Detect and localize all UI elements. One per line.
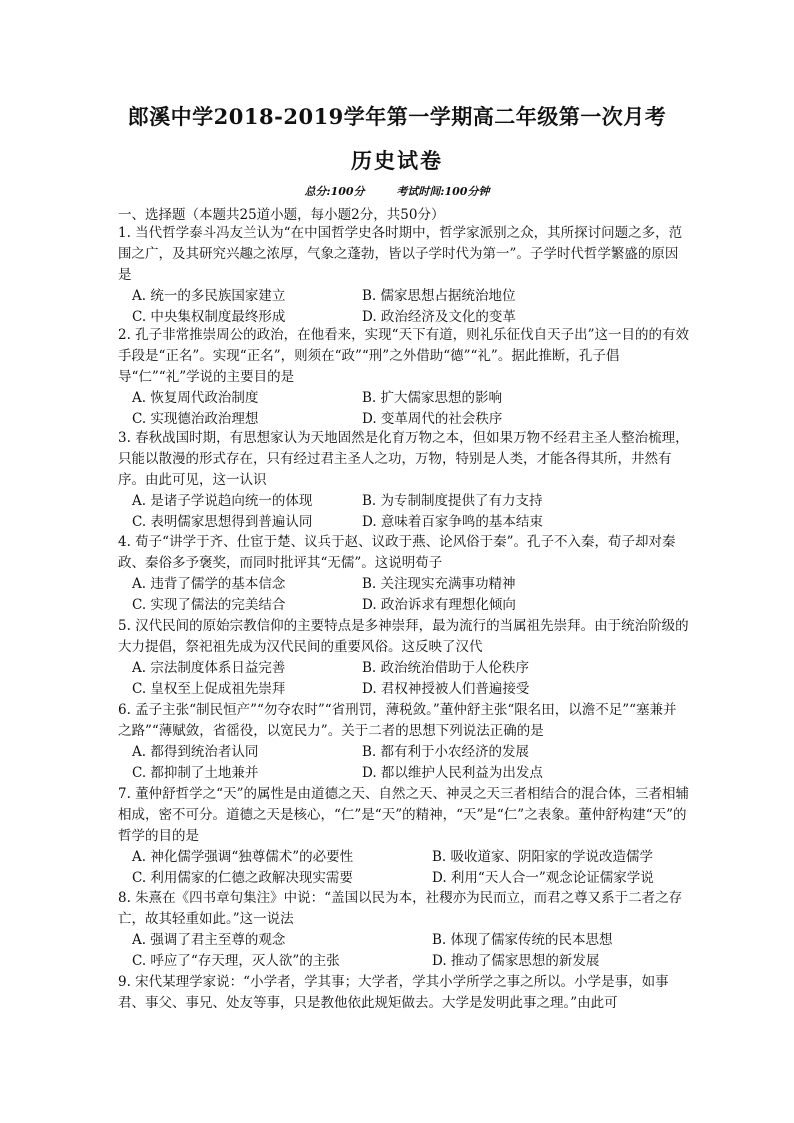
- question-stem: 4. 荀子“讲学于齐、仕宦于楚、议兵于赵、议政于燕、论风俗于秦”。孔子不入秦，荀子却对秦政、秦俗多予褒奖，而同时批评其“无儒”。这说明荀子: [118, 534, 676, 571]
- option-c: C. 呼应了“存天理，灭人欲”的主张: [132, 953, 340, 969]
- option-a: A. 统一的多民族国家建立: [132, 288, 286, 304]
- exam-time: 考试时间:100分钟: [396, 185, 490, 198]
- question-stem: 5. 汉代民间的原始宗教信仰的主要特点是多神崇拜，最为流行的当属祖先崇拜。由于统治阶级的大力提倡，祭祀祖先成为汉代民间的重要风俗。这反映了汉代: [118, 618, 689, 655]
- option-c: C. 都抑制了土地兼并: [132, 765, 259, 781]
- option-a: A. 神化儒学强调“独尊儒术”的必要性: [132, 849, 354, 865]
- option-d: D. 意味着百家争鸣的基本结束: [362, 514, 543, 530]
- option-b: B. 儒家思想占据统治地位: [362, 288, 516, 304]
- total-score: 总分:100分: [304, 185, 365, 198]
- option-a: A. 宗法制度体系日益完善: [132, 660, 286, 676]
- option-b: B. 政治统治借助于人伦秩序: [362, 660, 530, 676]
- question-3: [118, 428, 690, 533]
- question-6: [118, 700, 690, 784]
- section-heading: 一、选择题（本题共25道小题，每小题2分，共50分）: [118, 207, 445, 223]
- question-2: [118, 325, 690, 430]
- option-a: A. 强调了君主至尊的观念: [132, 932, 286, 948]
- option-a: A. 恢复周代政治制度: [132, 390, 259, 406]
- option-a: A. 违背了儒学的基本信念: [132, 576, 286, 592]
- question-5: [118, 616, 690, 700]
- option-d: D. 君权神授被人们普遍接受: [362, 681, 530, 697]
- question-9: [118, 972, 690, 1014]
- exam-title: 郎溪中学2018-2019学年第一学期高二年级第一次月考: [127, 104, 667, 129]
- option-c: C. 皇权至上促成祖先崇拜: [132, 681, 286, 697]
- option-c: C. 表明儒家思想得到普遍认同: [132, 514, 313, 530]
- question-stem: 7. 董仲舒哲学之“天”的属性是由道德之天、自然之天、神灵之天三者相结合的混合体，三者相辅相成，密不可分。道德之天是核心，“仁”是“天”的精神，“天”是“仁”之表象。董仲舒构建“天”的哲学的目的是: [118, 786, 689, 844]
- option-d: D. 都以维护人民利益为出发点: [362, 765, 543, 781]
- option-b: B. 关注现实充满事功精神: [362, 576, 516, 592]
- option-list: [118, 574, 690, 616]
- option-d: D. 变革周代的社会秩序: [362, 411, 503, 427]
- question-4: [118, 532, 690, 616]
- exam-meta: [0, 183, 794, 199]
- option-list: [118, 491, 690, 533]
- question-stem: 9. 宋代某理学家说：“小学者，学其事；大学者，学其小学所学之事之所以。小学是事，如事君、事父、事兄、处友等事，只是教他依此规矩做去。大学是发明此事之理。”由此可: [118, 974, 669, 1011]
- option-d: D. 政治诉求有理想化倾向: [362, 597, 516, 613]
- option-list: [118, 930, 690, 972]
- option-d: D. 推动了儒家思想的新发展: [432, 953, 600, 969]
- question-7: [118, 784, 690, 889]
- option-b: B. 为专制制度提供了有力支持: [362, 493, 543, 509]
- question-8: [118, 888, 690, 972]
- option-list: [118, 658, 690, 700]
- question-stem: 8. 朱熹在《四书章句集注》中说：“盖国以民为本，社稷亦为民而立，而君之尊又系于二者之存亡，故其轻重如此。”这一说法: [118, 890, 683, 927]
- question-stem: 1. 当代哲学泰斗冯友兰认为“在中国哲学史各时期中，哲学家派别之众，其所探讨问题之多，范围之广，及其研究兴趣之浓厚，气象之蓬勃，皆以子学时代为第一”。子学时代哲学繁盛的原因是: [118, 225, 683, 283]
- option-c: C. 利用儒家的仁德之政解决现实需要: [132, 870, 353, 886]
- question-stem: 2. 孔子非常推崇周公的政治，在他看来，实现“天下有道，则礼乐征伐自天子出”这一目的的有效手段是“正名”。实现“正名”，则须在“政”“刑”之外借助“德”“礼”。据此推断，孔子倡导“仁”“礼”学说的主要目的是: [118, 327, 689, 385]
- option-list: [118, 847, 690, 889]
- option-list: [118, 742, 690, 784]
- option-a: A. 是诸子学说趋向统一的体现: [132, 493, 313, 509]
- option-list: [118, 388, 690, 430]
- question-stem: 6. 孟子主张“制民恒产”“勿夺农时”“省刑罚，薄税敛。”董仲舒主张“限名田，以澹不足”“塞兼并之路”“薄赋敛，省徭役，以宽民力”。关于二者的思想下列说法正确的是: [118, 702, 677, 739]
- option-list: [118, 286, 690, 328]
- option-a: A. 都得到统治者认同: [132, 744, 259, 760]
- option-c: C. 实现了儒法的完美结合: [132, 597, 286, 613]
- question-stem: 3. 春秋战国时期，有思想家认为天地固然是化育万物之本，但如果万物不经君主圣人整治梳理，只能以散漫的形式存在，只有经过君主圣人之功，万物，特别是人类，才能各得其所，井然有序。由此可见，这一认识: [118, 430, 689, 488]
- option-c: C. 实现德治政治理想: [132, 411, 259, 427]
- option-b: B. 吸收道家、阴阳家的学说改造儒学: [432, 849, 654, 865]
- option-b: B. 体现了儒家传统的民本思想: [432, 932, 613, 948]
- option-d: D. 利用“天人合一”观念论证儒家学说: [432, 870, 654, 886]
- subject-title: 历史试卷: [351, 148, 443, 173]
- option-b: B. 都有利于小农经济的发展: [362, 744, 530, 760]
- option-d: D. 政治经济及文化的变革: [362, 309, 516, 325]
- option-b: B. 扩大儒家思想的影响: [362, 390, 503, 406]
- option-c: C. 中央集权制度最终形成: [132, 309, 286, 325]
- question-1: [118, 223, 690, 328]
